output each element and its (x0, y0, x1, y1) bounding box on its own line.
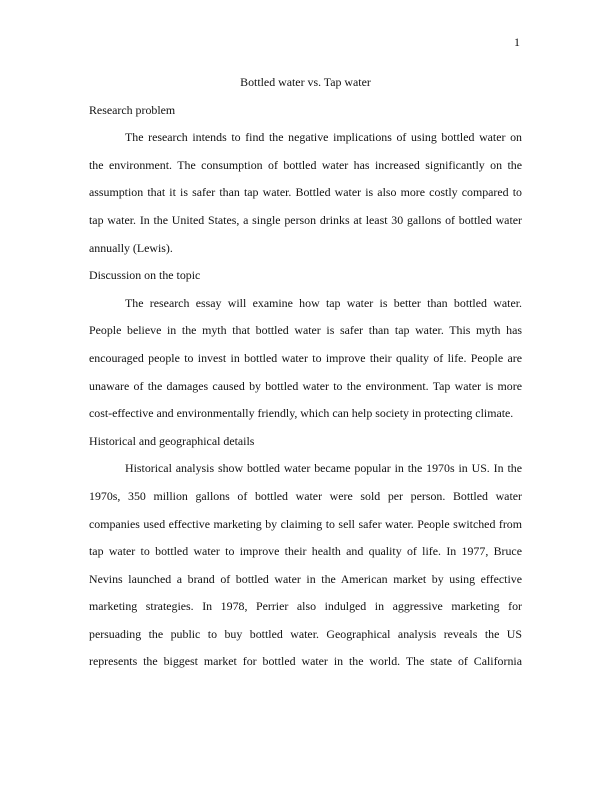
document-title: Bottled water vs. Tap water (240, 75, 371, 89)
paragraph-line: tap water. In the United States, a single person drinks at least 30 gallons of bottled water (89, 212, 522, 227)
paragraph-line: annually (Lewis). (89, 240, 173, 255)
paragraph-discussion (89, 290, 522, 428)
paragraph-line: Historical analysis show bottled water became popular in the 1970s in US. In the (125, 461, 522, 476)
paragraph-line: Nevins launched a brand of bottled water in the American market by using effective (89, 571, 522, 586)
paragraph-line: cost-effective and environmentally friendly, which can help society in protecting climate. (89, 406, 514, 421)
section-heading: Research problem (89, 102, 176, 117)
section-heading: Historical and geographical details (89, 433, 255, 448)
paragraph-line: marketing strategies. In 1978, Perrier also indulged in aggressive marketing for (89, 599, 522, 614)
paragraph-line: assumption that it is safer than tap water. Bottled water is also more costly compared to (89, 185, 522, 200)
paragraph-line: People believe in the myth that bottled water is safer than tap water. This myth has (89, 323, 522, 338)
paragraph-line: The research intends to find the negative implications of using bottled water on (125, 130, 522, 145)
paragraph-historical (89, 455, 522, 676)
paragraph-line: companies used effective marketing by claiming to sell safer water. People switched from (89, 516, 522, 531)
paragraph-line: The research essay will examine how tap water is better than bottled water. (125, 295, 522, 310)
paragraph-line: tap water to bottled water to improve their health and quality of life. In 1977, Bruce (89, 544, 522, 559)
paragraph-line: unaware of the damages caused by bottled water to the environment. Tap water is more (89, 378, 522, 393)
paragraph-line: encouraged people to invest in bottled water to improve their quality of life. People are (89, 350, 522, 365)
paragraph-line: 1970s, 350 million gallons of bottled water were sold per person. Bottled water (89, 488, 522, 503)
paragraph-line: persuading the public to buy bottled water. Geographical analysis reveals the US (89, 626, 522, 641)
document-body (89, 69, 522, 676)
paragraph-line: the environment. The consumption of bottled water has increased significantly on the (89, 157, 522, 172)
paragraph-line: represents the biggest market for bottled water in the world. The state of California (89, 654, 522, 669)
section-heading: Discussion on the topic (89, 268, 201, 283)
paragraph-research-problem (89, 124, 522, 262)
page-number: 1 (514, 35, 520, 49)
